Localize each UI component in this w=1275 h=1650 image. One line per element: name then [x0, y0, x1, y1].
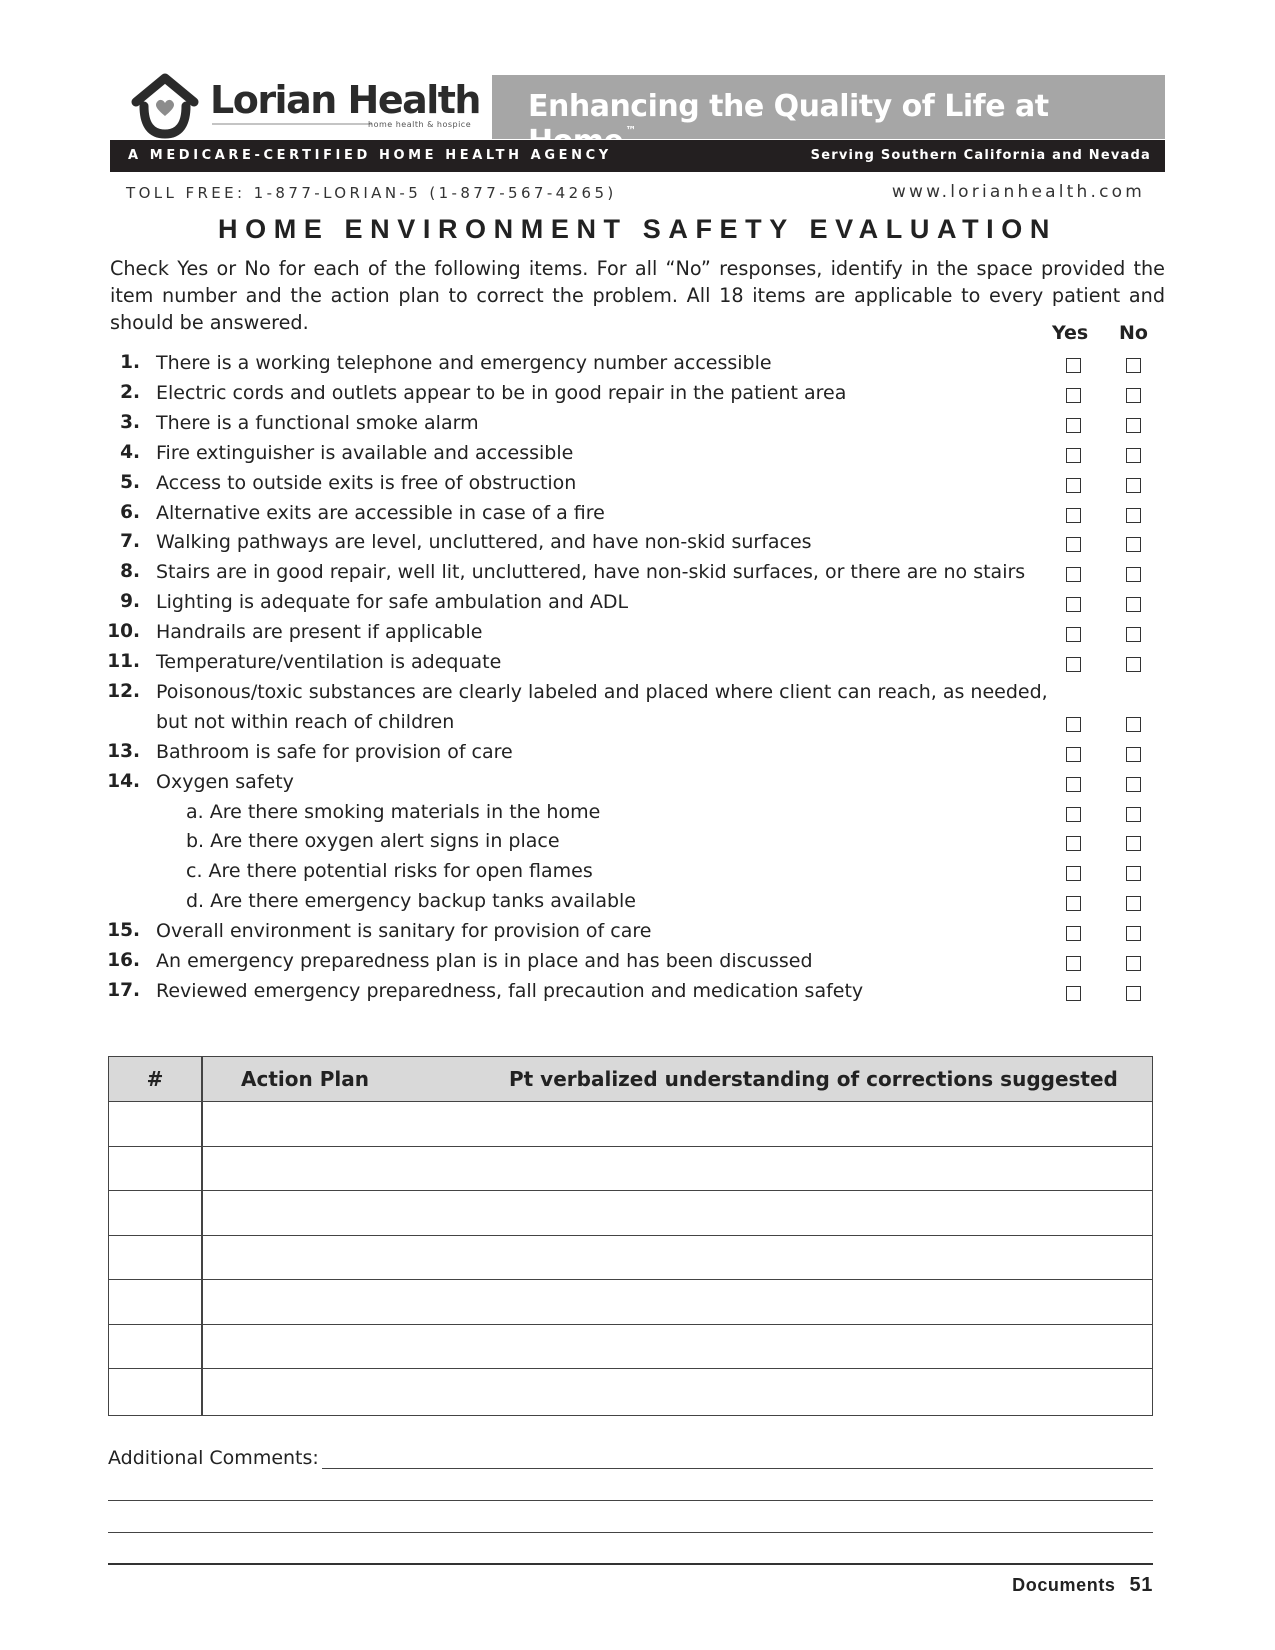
no-checkbox[interactable]: [1126, 836, 1141, 851]
no-checkbox[interactable]: [1126, 448, 1141, 463]
yes-checkbox[interactable]: [1066, 747, 1081, 762]
yes-checkbox[interactable]: [1066, 388, 1081, 403]
action-plan-column-header: Action Plan: [241, 1067, 369, 1091]
additional-comments-label: Additional Comments:: [108, 1447, 319, 1469]
checklist-item: [0, 621, 1275, 651]
item-text: Lighting is adequate for safe ambulation and ADL: [156, 591, 629, 614]
no-checkbox[interactable]: [1126, 717, 1141, 732]
no-checkbox[interactable]: [1126, 807, 1141, 822]
item-number: 9.: [120, 591, 140, 613]
no-checkbox[interactable]: [1126, 986, 1141, 1001]
item-number: 3.: [120, 411, 140, 433]
yes-checkbox[interactable]: [1066, 956, 1081, 971]
yes-checkbox[interactable]: [1066, 866, 1081, 881]
item-text: An emergency preparedness plan is in place and has been discussed: [156, 950, 813, 972]
page-number: 51: [1129, 1574, 1153, 1596]
checklist-item: [0, 980, 1275, 1010]
checklist-item: [0, 502, 1275, 532]
item-text: but not within reach of children: [156, 710, 455, 733]
trademark-mark: ™: [625, 124, 636, 137]
table-row[interactable]: [109, 1236, 1152, 1281]
footer-section: Documents: [1012, 1575, 1116, 1595]
checklist-item: [0, 531, 1275, 561]
page-footer: [1012, 1574, 1153, 1597]
no-checkbox[interactable]: [1126, 418, 1141, 433]
tagline-banner: [492, 75, 1165, 139]
yes-checkbox[interactable]: [1066, 777, 1081, 792]
item-text: Temperature/ventilation is adequate: [156, 651, 502, 673]
comments-line-3[interactable]: [108, 1532, 1153, 1533]
table-row[interactable]: [109, 1280, 1152, 1325]
item-text: Walking pathways are level, uncluttered, and have non-skid surfaces: [156, 531, 812, 554]
checklist-item: [0, 711, 1275, 741]
item-number: 17.: [107, 979, 140, 1001]
table-row[interactable]: [109, 1147, 1152, 1192]
checklist-item: [0, 412, 1275, 442]
yes-checkbox[interactable]: [1066, 567, 1081, 582]
yes-checkbox[interactable]: [1066, 508, 1081, 523]
no-checkbox[interactable]: [1126, 747, 1141, 762]
no-checkbox[interactable]: [1126, 926, 1141, 941]
item-text: a. Are there smoking materials in the home: [186, 800, 601, 823]
table-row[interactable]: [109, 1369, 1152, 1414]
checklist-item: [0, 890, 1275, 920]
house-heart-icon: [130, 72, 200, 140]
item-text: Overall environment is sanitary for provision of care: [156, 920, 652, 943]
yes-checkbox[interactable]: [1066, 418, 1081, 433]
item-number: 13.: [107, 740, 140, 762]
item-number: 1.: [120, 352, 140, 373]
item-text: Oxygen safety: [156, 770, 294, 793]
no-checkbox[interactable]: [1126, 627, 1141, 642]
item-number: 4.: [120, 441, 140, 463]
pt-understanding-column-header: Pt verbalized understanding of corrections suggested: [509, 1067, 1118, 1091]
no-checkbox[interactable]: [1126, 478, 1141, 493]
yes-checkbox[interactable]: [1066, 717, 1081, 732]
no-checkbox[interactable]: [1126, 956, 1141, 971]
item-number: 6.: [120, 501, 140, 523]
no-checkbox[interactable]: [1126, 896, 1141, 911]
item-number: 16.: [107, 950, 140, 971]
table-row[interactable]: [109, 1325, 1152, 1370]
comments-line-2[interactable]: [108, 1500, 1153, 1501]
website-url: www.lorianhealth.com: [891, 182, 1145, 202]
lorian-health-logo: [130, 72, 490, 142]
form-title: HOME ENVIRONMENT SAFETY EVALUATION: [218, 214, 1057, 244]
item-number: 12.: [107, 680, 140, 702]
item-text: b. Are there oxygen alert signs in place: [186, 830, 560, 853]
action-plan-table: [108, 1056, 1153, 1416]
yes-checkbox[interactable]: [1066, 358, 1081, 373]
no-checkbox[interactable]: [1126, 657, 1141, 672]
yes-checkbox[interactable]: [1066, 478, 1081, 493]
yes-checkbox[interactable]: [1066, 657, 1081, 672]
item-text: Stairs are in good repair, well lit, uncluttered, have non-skid surfaces, or there are no stairs: [156, 561, 1026, 584]
yes-checkbox[interactable]: [1066, 986, 1081, 1001]
no-checkbox[interactable]: [1126, 358, 1141, 373]
item-text: Alternative exits are accessible in case of a fire: [156, 501, 605, 524]
no-column-header: No: [1119, 322, 1148, 344]
checklist-item: [0, 860, 1275, 890]
item-number: 2.: [120, 381, 140, 403]
checklist-item: [0, 950, 1275, 980]
checklist-item: [0, 771, 1275, 801]
checklist-item: [0, 801, 1275, 831]
item-text: Fire extinguisher is available and accessible: [156, 441, 574, 464]
checklist-item: [0, 920, 1275, 950]
brand-name: Lorian Health: [210, 78, 480, 122]
item-number: 7.: [120, 531, 140, 553]
item-number-column-header: #: [146, 1067, 164, 1091]
checklist-item: [0, 741, 1275, 771]
yes-checkbox[interactable]: [1066, 807, 1081, 822]
checklist-item: [0, 830, 1275, 860]
no-checkbox[interactable]: [1126, 567, 1141, 582]
toll-free-number: TOLL FREE: 1-877-LORIAN-5 (1-877-567-4265): [126, 184, 617, 202]
item-number: 8.: [120, 561, 140, 583]
footer-rule: [108, 1563, 1153, 1565]
yes-checkbox[interactable]: [1066, 836, 1081, 851]
tagline-text: Enhancing the Quality of Life at ™: [528, 89, 1049, 137]
brand-subtitle: home health & hospice: [368, 120, 472, 129]
brand-underline: [212, 122, 372, 126]
checklist-item: [0, 382, 1275, 412]
item-text: d. Are there emergency backup tanks available: [186, 890, 636, 913]
agency-certification: A MEDICARE-CERTIFIED HOME HEALTH AGENCY: [128, 148, 612, 163]
table-row[interactable]: [109, 1102, 1152, 1147]
item-text: Poisonous/toxic substances are clearly labeled and placed where client can reach, as needed,: [156, 680, 1048, 703]
no-checkbox[interactable]: [1126, 597, 1141, 612]
no-checkbox[interactable]: [1126, 537, 1141, 552]
item-text: Access to outside exits is free of obstruction: [156, 471, 577, 494]
comments-line-1[interactable]: [322, 1468, 1153, 1469]
no-checkbox[interactable]: [1126, 777, 1141, 792]
yes-checkbox[interactable]: [1066, 627, 1081, 642]
table-column-divider: [201, 1057, 203, 1415]
no-checkbox[interactable]: [1126, 866, 1141, 881]
no-checkbox[interactable]: [1126, 388, 1141, 403]
checklist-item: [0, 442, 1275, 472]
table-row[interactable]: [109, 1191, 1152, 1236]
item-number: 11.: [107, 651, 140, 672]
yes-checkbox[interactable]: [1066, 896, 1081, 911]
item-text: Electric cords and outlets appear to be in good repair in the patient area: [156, 381, 847, 404]
yes-checkbox[interactable]: [1066, 597, 1081, 612]
checklist-item: [0, 681, 1275, 711]
item-text: Handrails are present if applicable: [156, 621, 483, 644]
checklist-item: [0, 651, 1275, 681]
yes-column-header: Yes: [1052, 322, 1089, 344]
item-text: c. Are there potential risks for open flames: [186, 860, 593, 883]
checklist-item: [0, 472, 1275, 502]
checklist-item: [0, 352, 1275, 382]
item-number: 5.: [120, 471, 140, 493]
agency-bar: [110, 140, 1165, 172]
item-text: There is a working telephone and emergency number accessible: [156, 352, 772, 374]
item-text: Reviewed emergency preparedness, fall precaution and medication safety: [156, 979, 864, 1002]
yes-checkbox[interactable]: [1066, 448, 1081, 463]
form-instructions: Check Yes or No for each of the following items. For all “No” responses, identify in the space provided the item number and the action plan to correct the problem. All 18 items are applicable to every patient and should be answered.: [110, 257, 1165, 334]
yes-checkbox[interactable]: [1066, 537, 1081, 552]
item-text: Bathroom is safe for provision of care: [156, 740, 513, 763]
yes-checkbox[interactable]: [1066, 926, 1081, 941]
item-number: 15.: [107, 920, 140, 942]
service-area: Serving Southern California and Nevada: [810, 148, 1151, 163]
item-text: There is a functional smoke alarm: [156, 411, 479, 434]
table-header: [109, 1057, 1152, 1102]
checklist-item: [0, 561, 1275, 591]
checklist-item: [0, 591, 1275, 621]
item-number: 14.: [107, 770, 140, 792]
no-checkbox[interactable]: [1126, 508, 1141, 523]
item-number: 10.: [107, 621, 140, 643]
